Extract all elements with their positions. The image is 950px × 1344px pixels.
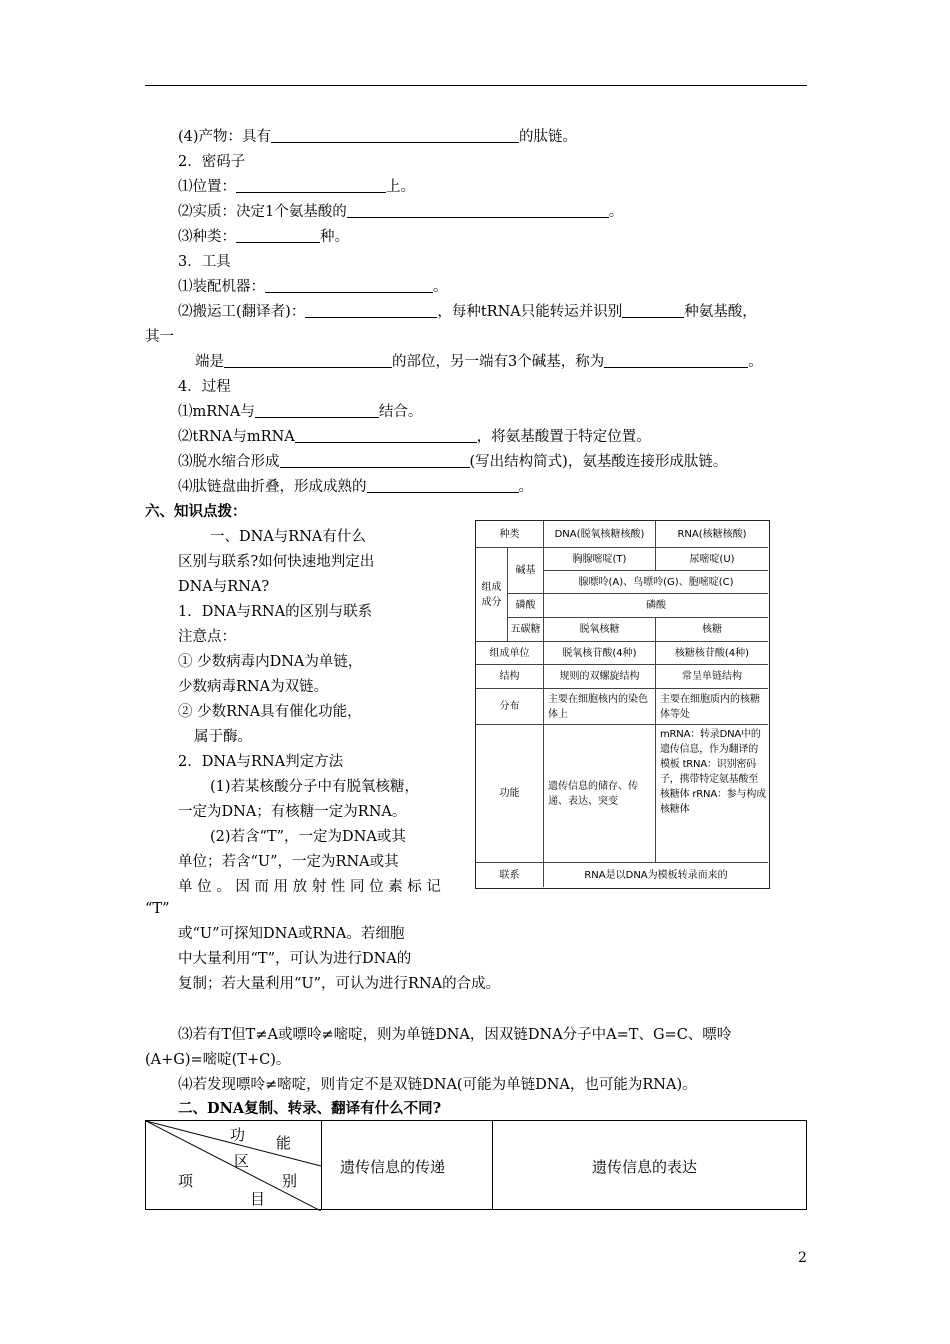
cell-header: 种类 (476, 521, 544, 548)
text-line: 3．工具 (178, 254, 231, 270)
diag-label: 区 (234, 1152, 250, 1170)
text-line: ⑶种类： 种。 (178, 229, 349, 245)
text-line: 属于酶。 (194, 729, 252, 745)
text-line: ② 少数RNA具有催化功能， (178, 704, 362, 720)
column-header: 遗传信息的传递 (340, 1158, 446, 1176)
column-header: 遗传信息的表达 (592, 1158, 698, 1176)
cell: 核糖核苷酸(4种) (656, 642, 768, 665)
text-line: 2．DNA与RNA判定方法 (178, 754, 344, 770)
cell: 腺嘌呤(A)、鸟嘌呤(G)、胞嘧啶(C) (544, 571, 768, 594)
blank[interactable] (255, 402, 379, 418)
text-line: ⑴位置： 上。 (178, 179, 415, 195)
blank[interactable] (604, 352, 748, 368)
diag-label: 目 (250, 1190, 266, 1208)
cell: 遗传信息的储存、传递、表达、突变 (544, 725, 656, 863)
blank[interactable] (224, 352, 392, 368)
cell-row-label: 联系 (476, 863, 544, 887)
cell-group-label: 组成成分 (476, 548, 508, 642)
text-line: 复制；若大量利用“U”，可认为进行RNA的合成。 (178, 976, 501, 992)
text-line: ⑷若发现嘌呤≠嘧啶，则肯定不是双链DNA(可能为单链DNA，也可能为RNA)。 (178, 1077, 697, 1093)
cell-header: RNA(核糖核酸) (656, 521, 768, 548)
section-heading: 二、DNA复制、转录、翻译有什么不同? (178, 1100, 442, 1117)
header-rule (145, 85, 807, 86)
diag-label: 别 (282, 1172, 298, 1190)
text-line: 2．密码子 (178, 154, 246, 170)
text-line: ⑶脱水缩合形成 (写出结构简式)，氨基酸连接形成肽链。 (178, 454, 728, 470)
diag-label: 功 (230, 1126, 246, 1144)
blank[interactable] (367, 477, 519, 493)
text-line: ⑴装配机器： 。 (178, 279, 448, 295)
text-line: 或“U”可探知DNA或RNA。若细胞 (178, 926, 405, 942)
cell: 规则的双螺旋结构 (544, 665, 656, 689)
column-divider (492, 1121, 493, 1209)
cell: mRNA：转录DNA中的遗传信息，作为翻译的模板 tRNA：识别密码子，携带特定氨基酸至核糖体 rRNA：参与构成核糖体 (656, 725, 768, 863)
cell: 核糖 (656, 618, 768, 642)
section-heading: 六、知识点拨： (145, 503, 247, 520)
dna-rna-comparison-table (475, 520, 770, 889)
cell-row-label: 组成单位 (476, 642, 544, 665)
text-line: 单 位 。 因 而 用 放 射 性 同 位 素 标 记 (178, 879, 441, 895)
text-line: 端是 的部位，另一端有3个碱基，称为 。 (195, 354, 763, 370)
column-divider (321, 1121, 322, 1209)
text-line: ⑵tRNA与mRNA ，将氨基酸置于特定位置。 (178, 429, 651, 445)
text-line: 其一 (145, 329, 174, 345)
text-line: 单位；若含“U”，一定为RNA或其 (178, 854, 399, 870)
cell-row-label: 分布 (476, 689, 544, 725)
text-line: ⑵实质：决定1个氨基酸的 。 (178, 204, 624, 220)
text-line: 少数病毒RNA为双链。 (178, 679, 329, 695)
cell-row-label: 功能 (476, 725, 544, 863)
cell-row-label: 磷酸 (508, 594, 544, 618)
text-line: “T” (145, 901, 170, 917)
blank[interactable] (347, 202, 609, 218)
text-line: 注意点： (178, 629, 236, 645)
cell: 脱氧核糖 (544, 618, 656, 642)
text-line: ⑵搬运工(翻译者)： ，每种tRNA只能转运并识别 种氨基酸， (178, 304, 757, 320)
text-line: 中大量利用“T”，可认为进行DNA的 (178, 951, 412, 967)
blank[interactable] (295, 427, 477, 443)
text-line: (1)若某核酸分子中有脱氧核糖， (210, 779, 420, 795)
diag-label: 项 (178, 1172, 194, 1190)
blank[interactable] (271, 127, 519, 143)
blank[interactable] (622, 302, 684, 318)
cell: 主要在细胞质内的核糖体等处 (656, 689, 768, 725)
text-line: 一定为DNA；有核糖一定为RNA。 (178, 804, 407, 820)
cell: 尿嘧啶(U) (656, 548, 768, 571)
blank[interactable] (305, 302, 437, 318)
text-line: 1．DNA与RNA的区别与联系 (178, 604, 373, 620)
cell: 常呈单链结构 (656, 665, 768, 689)
blank[interactable] (236, 227, 320, 243)
cell-row-label: 碱基 (508, 548, 544, 594)
cell: 胸腺嘧啶(T) (544, 548, 656, 571)
text-line: DNA与RNA? (178, 579, 270, 595)
text-line: ⑷肽链盘曲折叠，形成成熟的 。 (178, 479, 533, 495)
cell: 主要在细胞核内的染色体上 (544, 689, 656, 725)
blank[interactable] (265, 277, 433, 293)
cell-row-label: 五碳糖 (508, 618, 544, 642)
text-line: (2)若含“T”，一定为DNA或其 (210, 829, 406, 845)
text-line: (A+G)=嘧啶(T+C)。 (145, 1052, 291, 1068)
replication-transcription-table (145, 1120, 807, 1210)
blank[interactable] (236, 177, 386, 193)
page-number: 2 (798, 1250, 807, 1266)
cell: 磷酸 (544, 594, 768, 618)
diag-label: 能 (276, 1134, 292, 1152)
blank[interactable] (280, 452, 470, 468)
text-line: 区别与联系?如何快速地判定出 (178, 554, 375, 570)
text-line: ① 少数病毒内DNA为单链， (178, 654, 363, 670)
text-line: ⑶若有T但T≠A或嘌呤≠嘧啶，则为单链DNA，因双链DNA分子中A=T、G=C、嘌呤 (178, 1027, 732, 1043)
text-line: 4．过程 (178, 379, 231, 395)
cell-header: DNA(脱氧核糖核酸) (544, 521, 656, 548)
text-line: 一、DNA与RNA有什么 (210, 529, 366, 545)
text-line: ⑴mRNA与 结合。 (178, 404, 423, 420)
cell-row-label: 结构 (476, 665, 544, 689)
cell: 脱氧核苷酸(4种) (544, 642, 656, 665)
text-line: (4)产物：具有 的肽链。 (178, 129, 578, 145)
cell: RNA是以DNA为模板转录而来的 (584, 869, 728, 881)
